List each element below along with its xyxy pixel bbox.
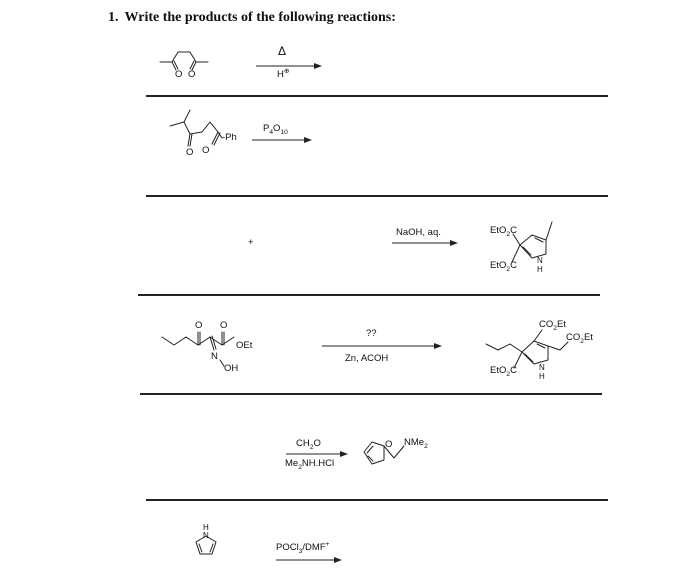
r4-atom-o1: O [195,320,203,331]
r1-acid-catalyst: H⊕ [277,67,290,80]
r6-pyrrole-n: N [203,531,209,540]
r1-heat-symbol: Δ [278,44,287,58]
r4-ester-top: $CO_2Et$ [539,319,566,332]
r6-reagent: POCl$_3$/DMF+ [276,540,330,555]
r3-arrow [392,240,458,246]
r4-atom-n: N [211,351,218,362]
r4-unknown-reagent: ?? [366,328,377,339]
r5-dimethylamino: NMe$_2$ [404,437,428,450]
r2-arrow [252,137,312,143]
r4-atom-o2: O [220,320,228,331]
r4-ester-oet: OEt [236,340,253,351]
r3-nh-n: N [537,256,543,265]
r2-phenyl-group: -Ph [222,132,237,143]
r3-product-pyrrole [512,222,552,262]
r3-ester-top: EtO$_2$C [490,225,517,238]
r1-atom-o1: O [175,69,183,80]
r4-nh-h: H [539,372,545,381]
r5-furan-oxygen: O [385,439,393,450]
r4-nh-n: N [539,363,545,372]
question-number: 1. [108,10,119,25]
r1-reactant-structure [160,52,208,70]
r4-arrow [322,343,442,349]
r2-reactant-structure [170,110,222,146]
r3-reagent: NaOH, aq. [396,227,441,238]
r4-reagent: Zn, ACOH [345,353,389,364]
r3-ester-bottom: EtO$_2$C [490,260,517,273]
r6-pyrrole-h: H [203,523,209,532]
question-text: Write the products of the following reactions: [124,10,396,25]
r5-reagent-formaldehyde: $CH_2O$ [296,438,321,451]
r2-reagent: $P_4O_{10}$ [263,123,288,136]
r2-atom-o2: O [202,145,210,156]
r2-atom-o1: O [186,147,194,158]
r6-arrow [276,557,342,563]
r4-ester-bottom: EtO$_2$C [490,365,517,378]
r4-product-pyrrole [486,330,568,368]
r3-nh-h: H [537,265,543,274]
r5-product-furan [364,439,404,464]
r3-plus-sign: + [248,237,254,248]
r5-reagent-amine: $Me_2NH.HCl$ [285,458,335,471]
r4-reactant-structure [162,332,234,366]
r1-atom-o2: O [188,69,196,80]
r4-hydroxyl: OH [224,363,239,374]
r5-arrow [286,451,348,457]
r4-ester-right: $CO_2Et$ [566,332,593,345]
